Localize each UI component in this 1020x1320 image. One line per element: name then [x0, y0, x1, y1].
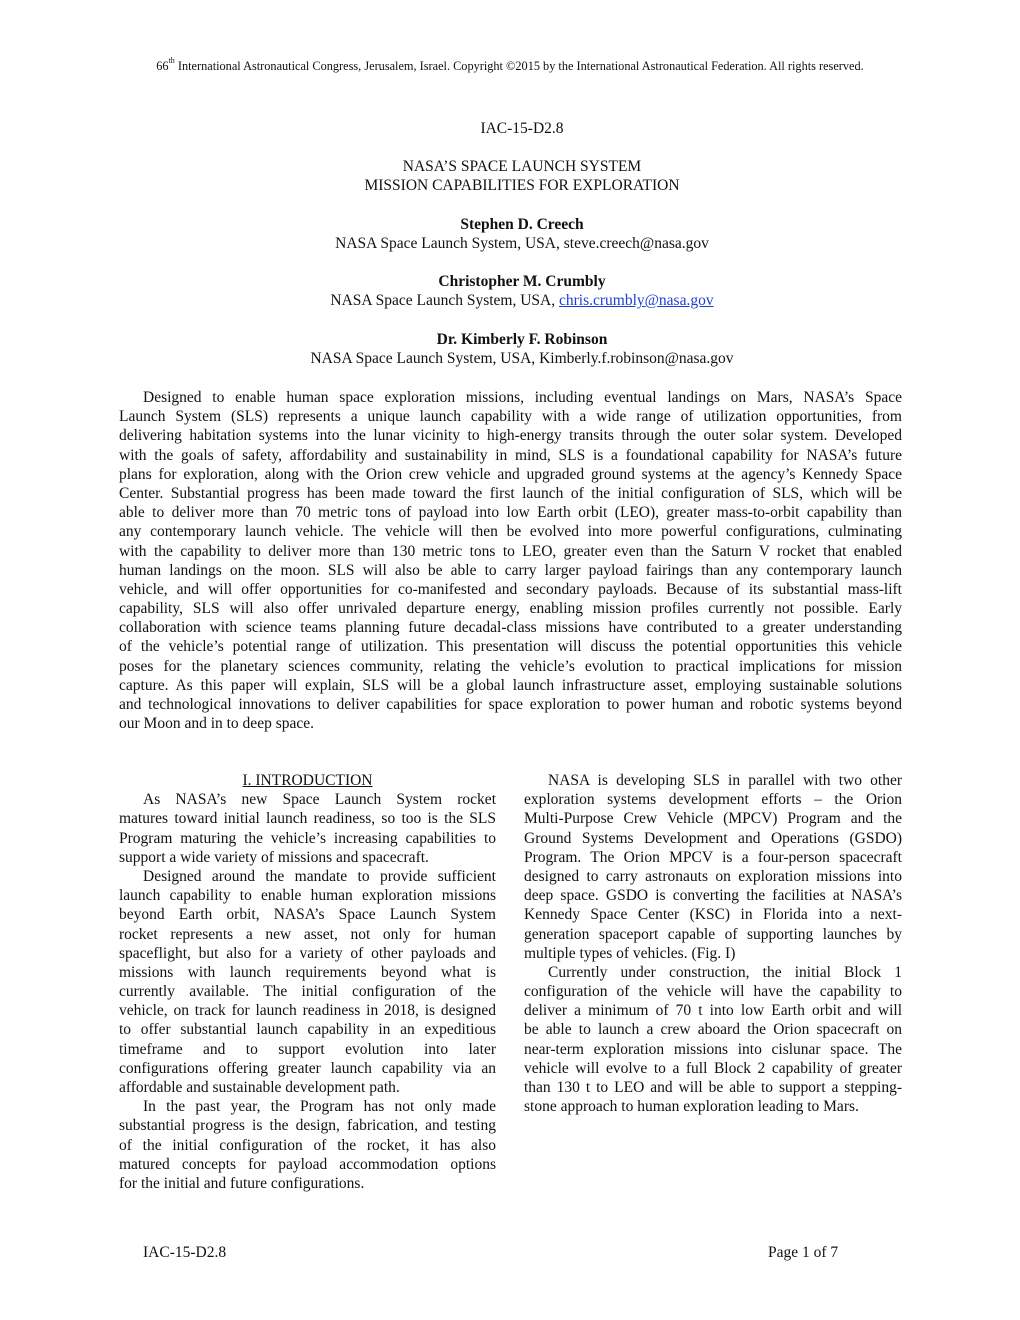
text-line: with the capability to deliver more than 130 metric tons to LEO, greater even than the Saturn V rocket that enabled: [119, 542, 902, 560]
affiliation-text: NASA Space Launch System, USA,: [335, 235, 564, 252]
text-line: Currently under construction, the initial Block 1: [548, 963, 902, 981]
text-line: affordable and sustainable development path.: [119, 1079, 400, 1096]
text-line: with the goals of safety, affordability and sustainability in mind, SLS is a foundational capability for NASA’s future: [119, 446, 902, 464]
abstract: [119, 388, 902, 733]
author-affiliation: [0, 349, 1020, 368]
header-text: International Astronautical Congress, Jerusalem, Israel. Copyright ©2015 by the International Astronautical Federation. All rights reserved.: [174, 59, 864, 73]
text-line: exploration systems development efforts – the Orion: [524, 791, 902, 809]
text-line: missions with launch requirements beyond what is: [119, 963, 496, 981]
text-line: configuration of the vehicle will have the capability to: [524, 983, 902, 1001]
section-heading: I. INTRODUCTION: [242, 772, 373, 789]
text-line: capture. As this paper will explain, SLS will be a global launch infrastructure asset, employing sustainable solutions: [119, 676, 902, 694]
text-line: Designed to enable human space exploration missions, including eventual landings on Mars, NASA’s Space: [143, 389, 902, 406]
text-line: vehicle will evolve to a full Block 2 capability of greater: [524, 1059, 902, 1077]
text-line: near-term exploration missions into cislunar space. The: [524, 1040, 902, 1058]
text-line: In the past year, the Program has not only made: [143, 1098, 496, 1116]
text-line: rocket represents a new asset, not only for human: [119, 925, 496, 943]
text-line: Center. Substantial progress has been made toward the first launch of the initial configuration of SLS, which will be: [119, 484, 902, 502]
text-line: Program maturing the vehicle’s increasing capabilities to: [119, 829, 496, 847]
text-line: Launch System (SLS) represents a unique launch capability with a wide range of utilization opportunities, from: [119, 408, 902, 426]
left-column: [119, 771, 496, 1193]
text-line: able to deliver more than 70 metric tons of payload into low Earth orbit (LEO), greater mass-to-orbit capability than: [119, 504, 902, 522]
text-line: designed to carry astronauts on exploration missions into: [524, 867, 902, 885]
author-email: Kimberly.f.robinson@nasa.gov: [539, 350, 734, 367]
text-line: Designed around the mandate to provide sufficient: [143, 867, 496, 885]
text-line: of the initial configuration of the rocket, it has also: [119, 1136, 496, 1154]
text-line: launch capability to enable human exploration missions: [119, 887, 496, 905]
affiliation-text: NASA Space Launch System, USA,: [310, 350, 540, 367]
text-line: any contemporary launch vehicle. The vehicle will then be evolved into more powerful configurations, culminating: [119, 523, 902, 541]
header-ordinal: 66: [156, 59, 169, 73]
title-line-2: MISSION CAPABILITIES FOR EXPLORATION: [364, 177, 680, 194]
text-line: substantial progress is the design, fabrication, and testing: [119, 1117, 496, 1135]
text-line: than 130 t to LEO and will be able to support a stepping-: [524, 1079, 902, 1096]
left-column-body: [119, 790, 496, 1193]
author-name: Christopher M. Crumbly: [438, 273, 606, 290]
text-line: vehicle, on track for launch readiness in 2018, is designed: [119, 1002, 496, 1020]
footer-page-number: Page 1 of 7: [768, 1244, 839, 1261]
text-line: multiple types of vehicles. (Fig. I): [524, 944, 736, 962]
author-email-link[interactable]: chris.crumbly@nasa.gov: [559, 292, 714, 309]
conference-header: [0, 56, 1020, 74]
text-line: beyond Earth orbit, NASA’s Space Launch System: [119, 906, 496, 924]
author-email: steve.creech@nasa.gov: [563, 235, 709, 252]
text-line: human landings on the moon. SLS will also be able to carry larger payload fairings than any contemporary launch: [119, 561, 902, 579]
text-line: configurations offering greater launch capability via an: [119, 1059, 496, 1077]
text-line: Multi-Purpose Crew Vehicle (MPCV) Program and the: [524, 810, 902, 828]
text-line: matured concepts for payload accommodation options: [119, 1155, 496, 1173]
right-column: [524, 771, 902, 1116]
text-line: our Moon and in to deep space.: [119, 715, 314, 733]
text-line: NASA is developing SLS in parallel with two other: [548, 772, 902, 789]
text-line: poses for the planetary sciences community, relating the vehicle’s evolution to practical implications for mission: [119, 657, 902, 675]
paper-id: IAC-15-D2.8: [480, 120, 564, 137]
text-line: deliver a minimum of 70 t into low Earth orbit and will: [524, 1002, 902, 1020]
text-line: plans for exploration, along with the Orion crew vehicle and upgraded ground systems at the agency’s Kennedy Space: [119, 465, 902, 483]
text-line: spaceflight, but also for a variety of other payloads and: [119, 944, 496, 962]
text-line: to offer substantial launch capability in an expeditious: [119, 1021, 496, 1039]
text-line: vehicle, and will offer opportunities for co-manifested and secondary payloads. Because of its substantial mass-lift: [119, 580, 902, 598]
text-line: capability, SLS will also offer unrivaled departure energy, enabling mission profiles currently not possible. Early: [119, 600, 902, 618]
text-line: Program. The Orion MPCV is a four-person spacecraft: [524, 848, 902, 866]
text-line: deep space. GSDO is converting the facilities at NASA’s: [524, 887, 902, 905]
text-line: and technological innovations to deliver capabilities for space exploration to power human and robotic systems beyond: [119, 696, 902, 713]
text-line: As NASA’s new Space Launch System rocket: [143, 791, 496, 809]
text-line: currently available. The initial configuration of the: [119, 983, 496, 1001]
author-name: Stephen D. Creech: [460, 216, 584, 233]
text-line: of the vehicle’s potential range of utilization. This presentation will discuss the potential opportunities this vehicle: [119, 638, 902, 656]
title-line-1: NASA’S SPACE LAUNCH SYSTEM: [402, 158, 642, 175]
text-line: timeframe and to support evolution into later: [119, 1040, 496, 1058]
text-line: stone approach to human exploration leading to Mars.: [524, 1098, 859, 1116]
text-line: for the initial and future configurations.: [119, 1174, 365, 1192]
affiliation-text: NASA Space Launch System, USA,: [330, 292, 559, 309]
text-line: Kennedy Space Center (KSC) in Florida into a next-: [524, 906, 902, 924]
author-affiliation: [0, 291, 1020, 310]
text-line: delivering habitation systems into the lunar vicinity to high-energy transits through the outer solar system. Developed: [119, 427, 902, 445]
text-line: be able to launch a crew aboard the Orion spacecraft on: [524, 1021, 902, 1039]
text-line: matures toward initial launch readiness, so too is the SLS: [119, 810, 496, 828]
footer-paper-id: IAC-15-D2.8: [143, 1244, 227, 1261]
author-affiliation: [0, 234, 1020, 253]
text-line: collaboration with science teams planning future decadal-class missions have contributed to a greater understanding: [119, 619, 902, 637]
text-line: Ground Systems Development and Operations (GSDO): [524, 829, 902, 847]
text-line: support a wide variety of missions and spacecraft.: [119, 848, 429, 866]
author-name: Dr. Kimberly F. Robinson: [436, 331, 608, 348]
header-ordinal-suffix: th: [168, 56, 175, 65]
text-line: generation spaceport capable of supporting launches by: [524, 925, 902, 943]
